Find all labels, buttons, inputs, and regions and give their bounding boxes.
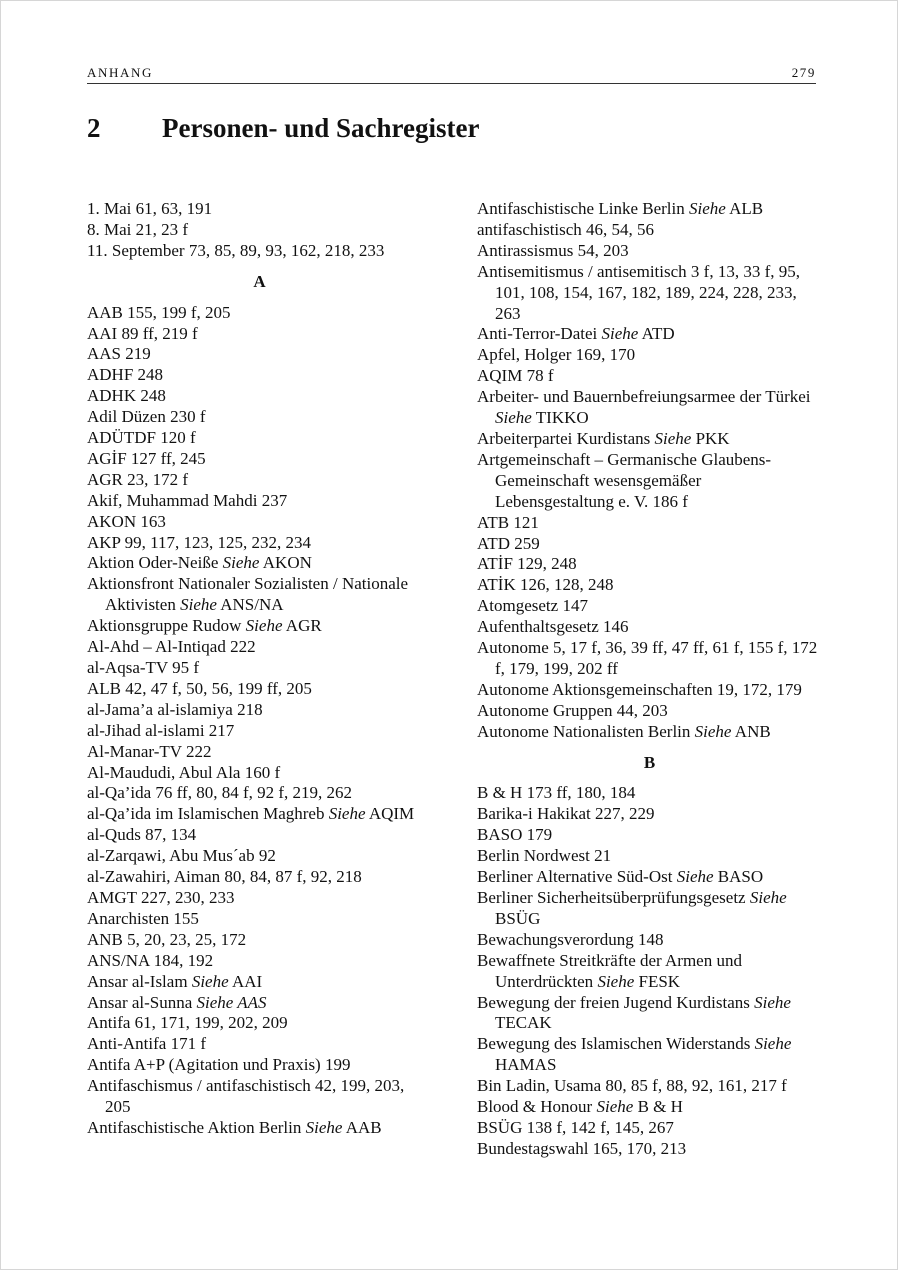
cross-reference-target: AQIM [365, 804, 415, 824]
index-entry [87, 344, 432, 365]
cross-reference-target: ALB [725, 199, 764, 218]
index-entry [87, 909, 432, 930]
index-entry-text: Antifaschistische Linke Berlin [477, 199, 689, 218]
cross-reference-target: BASO [713, 867, 764, 887]
cross-reference-label: Siehe [180, 595, 217, 615]
index-entry-text: Artgemeinschaft – Germanische Glaubens-Gemeinschaft wesensgemäßer Lebensgestaltung e. V. 186 f [477, 449, 772, 511]
index-entry-text: Autonome Aktionsgemeinschaften 19, 172, 179 [477, 679, 802, 699]
index-entry [87, 700, 432, 721]
running-header [87, 63, 816, 84]
index-entry-text: ANB 5, 20, 23, 25, 172 [87, 929, 247, 949]
index-entry [477, 722, 822, 743]
index-entry-text: AAI 89 ff, 219 f [87, 323, 198, 343]
index-entry [87, 930, 432, 951]
index-entry-text: Antifa A+P (Agitation und Praxis) 199 [87, 1055, 351, 1075]
index-entry [87, 470, 432, 491]
index-entry-text: BASO 179 [477, 825, 553, 845]
index-entry-text: Aktionsfront Nationaler Sozialisten / Nationale Aktivisten [87, 574, 409, 615]
index-entry [477, 450, 822, 513]
index-entry-text: AAB 155, 199 f, 205 [87, 302, 231, 322]
index-entry-text: antifaschistisch 46, 54, 56 [477, 219, 655, 239]
cross-reference-target: ATD [638, 324, 675, 344]
header-page-number: 279 [791, 65, 816, 80]
index-entry-text: Antisemitismus / antisemitisch 3 f, 13, 33 f, 95, 101, 108, 154, 167, 182, 189, 224, 228, 233, 263 [477, 261, 800, 323]
cross-reference-target: AKON [259, 553, 312, 573]
index-entry [477, 867, 822, 888]
index-entry-text: ALB 42, 47 f, 50, 56, 199 ff, 205 [87, 678, 312, 698]
index-entry-text: Autonome Gruppen 44, 203 [477, 700, 668, 720]
index-entry-text: ATD 259 [477, 533, 540, 553]
index-entry-text: Bundestagswahl 165, 170, 213 [477, 1138, 687, 1158]
index-entry [477, 575, 822, 596]
index-entry-text: Berlin Nordwest 21 [477, 846, 612, 866]
index-entry-text: Autonome Nationalisten Berlin [477, 721, 695, 741]
index-entry [87, 951, 432, 972]
index-entry-text: Arbeiterpartei Kurdistans [477, 428, 655, 448]
index-entry [477, 617, 822, 638]
index-entry-text: Autonome 5, 17 f, 36, 39 ff, 47 ff, 61 f, 155 f, 172 f, 179, 199, 202 ff [477, 638, 818, 678]
cross-reference-target: TECAK [495, 1013, 552, 1033]
cross-reference-label: Siehe [222, 553, 260, 573]
index-entry-text: AAS 219 [87, 344, 151, 364]
index-entry-text: ADÜTDF 120 f [87, 428, 196, 448]
letter-heading-a: A [253, 271, 266, 291]
index-entry-text: al-Qa’ida 76 ff, 80, 84 f, 92 f, 219, 262 [87, 783, 353, 803]
index-entry [87, 533, 432, 554]
index-entry-text: Blood & Honour [477, 1097, 597, 1117]
index-entry-text: Anti-Terror-Datei [477, 324, 602, 344]
index-entry-text: 8. Mai 21, 23 f [87, 219, 189, 239]
cross-reference-label: Siehe [495, 408, 532, 428]
index-entry [87, 825, 432, 846]
index-entry [87, 386, 432, 407]
cross-reference-target: AAB [342, 1117, 382, 1137]
index-entry [477, 783, 822, 804]
letter-heading-b: B [643, 752, 656, 772]
index-entry-text: Al-Manar-TV 222 [87, 741, 212, 761]
cross-reference-label: Siehe [597, 971, 635, 991]
index-entry-text: al-Qa’ida im Islamischen Maghreb [87, 804, 329, 824]
index-entry-text: Bewegung der freien Jugend Kurdistans [477, 992, 755, 1012]
index-entry [87, 303, 432, 324]
index-entry-text: ATB 121 [477, 512, 539, 532]
index-entry-text: ADHK 248 [87, 386, 166, 406]
index-entry [87, 804, 432, 825]
index-entry [477, 846, 822, 867]
index-entry [87, 721, 432, 742]
index-entry [87, 1013, 432, 1034]
index-entry [477, 199, 822, 220]
index-entry-text: 1. Mai 61, 63, 191 [87, 199, 213, 218]
index-entry-text: AKP 99, 117, 123, 125, 232, 234 [87, 532, 311, 552]
cross-reference-target: FESK [634, 971, 681, 991]
index-entry [87, 1118, 432, 1139]
index-entry [477, 1139, 822, 1160]
index-entry [477, 930, 822, 951]
index-entry [477, 638, 822, 680]
cross-reference-target: PKK [691, 428, 730, 448]
cross-reference-label: Siehe [601, 324, 639, 344]
index-entry [87, 449, 432, 470]
index-entry [477, 345, 822, 366]
index-entry [477, 1118, 822, 1139]
cross-reference-label: Siehe [694, 721, 732, 741]
index-entry-text: Aktionsgruppe Rudow [87, 616, 246, 636]
index-entry [477, 825, 822, 846]
cross-reference-label: Siehe [688, 199, 726, 218]
index-entry [477, 262, 822, 325]
index-entry-text: Al-Ahd – Al-Intiqad 222 [87, 637, 256, 657]
index-entry [477, 993, 822, 1035]
index-entry [477, 513, 822, 534]
index-entry [87, 512, 432, 533]
cross-reference-target: AGR [282, 616, 322, 636]
index-entry-text: al-Jama’a al-islamiya 218 [87, 699, 263, 719]
index-entry [477, 324, 822, 345]
index-entry [87, 428, 432, 449]
index-entry [87, 846, 432, 867]
index-entry-text: Berliner Sicherheitsüberprüfungsgesetz [477, 887, 750, 907]
index-entry-text: Akif, Muhammad Mahdi 237 [87, 490, 288, 510]
index-entry-text: AMGT 227, 230, 233 [87, 887, 235, 907]
index-entry-text: ATİF 129, 248 [477, 554, 577, 574]
index-entry-text: Arbeiter- und Bauernbefreiungsarmee der Türkei [477, 387, 811, 407]
cross-reference-target: HAMAS [495, 1055, 557, 1075]
index-entry [87, 783, 432, 804]
index-entry [87, 574, 432, 616]
index-entry [87, 742, 432, 763]
index-entry [87, 407, 432, 428]
index-entry [477, 554, 822, 575]
index-entry-text: Bewachungsverordung 148 [477, 929, 664, 949]
cross-reference-label: Siehe [328, 804, 366, 824]
cross-reference-label: Siehe [676, 867, 714, 887]
index-entry-text: Antifaschismus / antifaschistisch 42, 199, 203, 205 [87, 1076, 405, 1117]
index-entry-text: Anarchisten 155 [87, 908, 199, 928]
cross-reference-target: ANB [731, 721, 771, 741]
index-entry-text: AGR 23, 172 f [87, 469, 189, 489]
chapter-title: Personen- und Sachregister [162, 113, 480, 143]
index-entry-text: AGİF 127 ff, 245 [87, 448, 206, 468]
chapter-number: 2 [87, 113, 101, 143]
index-entry-text: Atomgesetz 147 [477, 596, 588, 616]
index-entry-text: Adil Düzen 230 f [87, 407, 206, 427]
index-group-numeric [87, 199, 432, 262]
index-entry [477, 220, 822, 241]
index-entry [477, 366, 822, 387]
cross-reference-target: BSÜG [495, 908, 541, 928]
index-entry [87, 220, 432, 241]
cross-reference-label: Siehe [754, 992, 791, 1012]
cross-reference-label: Siehe [596, 1097, 634, 1117]
index-entry-text: al-Jihad al-islami 217 [87, 720, 235, 740]
cross-reference-label: Siehe AAS [196, 992, 267, 1012]
chapter-heading [87, 113, 480, 144]
index-column-right [477, 199, 822, 1160]
index-entry-text: BSÜG 138 f, 142 f, 145, 267 [477, 1117, 674, 1137]
index-entry [87, 658, 432, 679]
index-entry [477, 534, 822, 555]
index-entry [87, 199, 432, 220]
index-entry [87, 365, 432, 386]
cross-reference-target: AAI [228, 971, 263, 991]
index-entry-text: B & H 173 ff, 180, 184 [477, 783, 636, 803]
index-entry-text: Antirassismus 54, 203 [477, 240, 629, 260]
index-entry-text: AKON 163 [87, 511, 166, 531]
index-entry [87, 1055, 432, 1076]
index-entry-text: AQIM 78 f [477, 366, 554, 386]
index-entry [87, 972, 432, 993]
index-entry [87, 491, 432, 512]
index-entry [477, 387, 822, 429]
index-entry-text: Barika-i Hakikat 227, 229 [477, 804, 655, 824]
index-entry-text: Antifaschistische Aktion Berlin [87, 1117, 306, 1137]
index-entry-text: Ansar al-Sunna [87, 992, 197, 1012]
index-entry-text: Antifa 61, 171, 199, 202, 209 [87, 1013, 288, 1033]
index-entry [87, 867, 432, 888]
cross-reference-label: Siehe [749, 887, 787, 907]
index-entry [477, 680, 822, 701]
index-entry-text: Bewegung des Islamischen Widerstands [477, 1034, 755, 1054]
index-group-b [477, 783, 822, 1159]
cross-reference-label: Siehe [654, 428, 692, 448]
index-entry-text: al-Zawahiri, Aiman 80, 84, 87 f, 92, 218 [87, 867, 362, 887]
index-entry-text: Bewaffnete Streitkräfte der Armen und Unterdrückten [477, 950, 742, 991]
index-entry-text: al-Aqsa-TV 95 f [87, 658, 200, 678]
index-entry [87, 1034, 432, 1055]
cross-reference-target: TIKKO [531, 408, 589, 428]
index-entry [87, 637, 432, 658]
index-entry [477, 596, 822, 617]
index-entry [87, 763, 432, 784]
index-entry [87, 679, 432, 700]
index-entry [87, 888, 432, 909]
index-entry-text: Apfel, Holger 169, 170 [477, 345, 636, 365]
index-entry [477, 429, 822, 450]
index-entry-text: ADHF 248 [87, 365, 164, 385]
index-entry [87, 241, 432, 262]
index-entry-text: Berliner Alternative Süd-Ost [477, 867, 677, 887]
index-entry [477, 701, 822, 722]
index-entry-text: al-Zarqawi, Abu Mus´ab 92 [87, 846, 276, 866]
index-entry [87, 1076, 432, 1118]
index-entry [477, 1076, 822, 1097]
index-entry-text: ANS/NA 184, 192 [87, 950, 214, 970]
index-entry [87, 993, 432, 1014]
index-entry [477, 804, 822, 825]
cross-reference-target: ANS/NA [216, 595, 284, 615]
index-entry-text: al-Quds 87, 134 [87, 825, 197, 845]
cross-reference-target: B & H [633, 1097, 683, 1117]
index-entry-text: Aktion Oder-Neiße [87, 553, 223, 573]
index-entry-text: Bin Ladin, Usama 80, 85 f, 88, 92, 161, 217 f [477, 1076, 787, 1096]
cross-reference-label: Siehe [754, 1034, 792, 1054]
index-entry-text: Ansar al-Islam [87, 971, 192, 991]
index-entry [477, 1097, 822, 1118]
header-section: ANHANG [87, 65, 153, 80]
cross-reference-label: Siehe [305, 1117, 343, 1137]
index-group-a [87, 303, 432, 1139]
index-entry [87, 553, 432, 574]
index-entry-text: Anti-Antifa 171 f [87, 1034, 206, 1054]
index-column-left [87, 199, 432, 1139]
index-entry [87, 616, 432, 637]
cross-reference-label: Siehe [191, 971, 229, 991]
index-entry-text: Al-Maududi, Abul Ala 160 f [87, 762, 281, 782]
cross-reference-label: Siehe [245, 616, 283, 636]
index-entry [87, 324, 432, 345]
index-entry-text: Aufenthaltsgesetz 146 [477, 617, 629, 637]
index-entry [477, 951, 822, 993]
index-group-a-continued [477, 199, 822, 743]
index-entry-text: ATİK 126, 128, 248 [477, 575, 614, 595]
index-entry [477, 241, 822, 262]
index-entry-text: 11. September 73, 85, 89, 93, 162, 218, 233 [87, 240, 385, 260]
index-entry [477, 1034, 822, 1076]
index-entry [477, 888, 822, 930]
